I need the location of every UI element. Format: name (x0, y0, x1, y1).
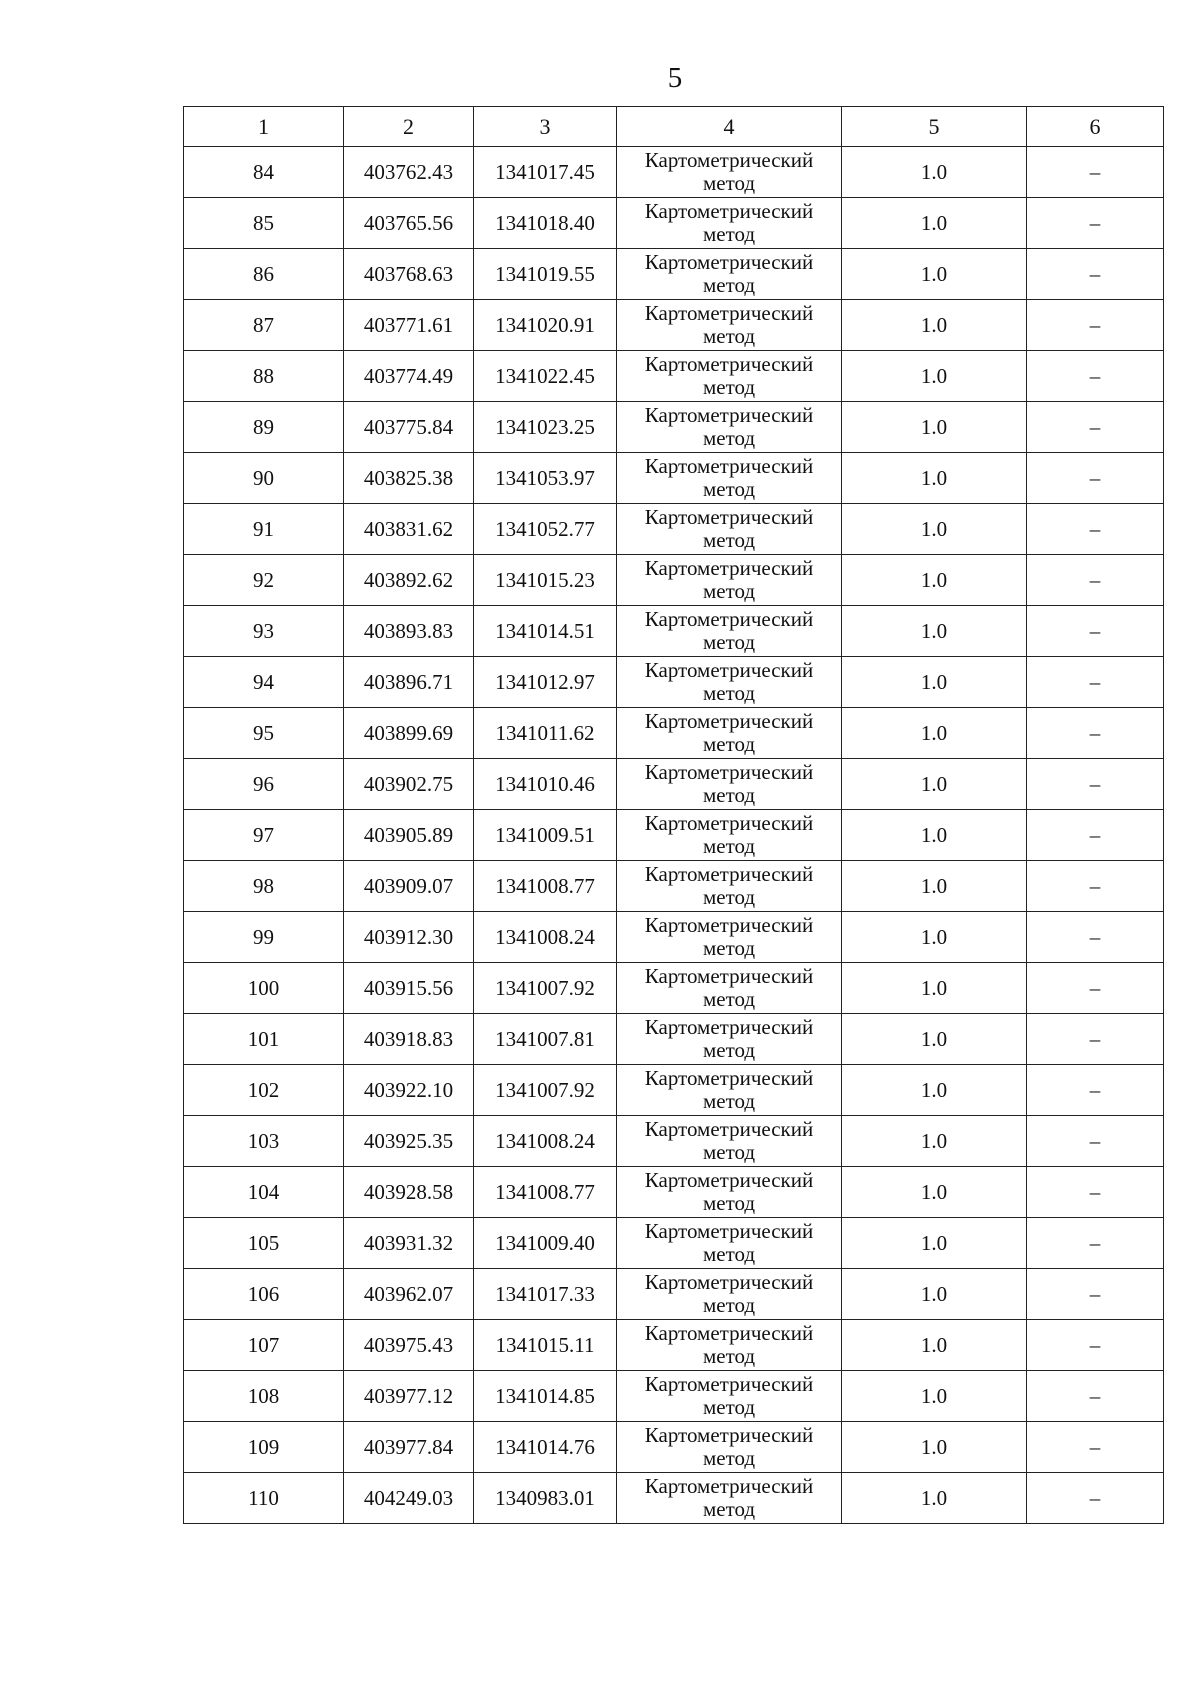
method-cell (617, 1116, 842, 1167)
column-header: 6 (1027, 107, 1164, 147)
method-label-line2: метод (702, 1344, 756, 1368)
table-row (184, 1065, 1164, 1116)
method-label-line1: Картометрический (644, 1372, 814, 1396)
x-coordinate-cell: 403899.69 (344, 708, 474, 759)
point-number-cell: 92 (184, 555, 344, 606)
table-row (184, 1014, 1164, 1065)
table-row (184, 1218, 1164, 1269)
note-cell: – (1027, 1269, 1164, 1320)
accuracy-cell: 1.0 (842, 1065, 1027, 1116)
method-label-line2: метод (702, 528, 756, 552)
accuracy-cell: 1.0 (842, 861, 1027, 912)
method-cell (617, 861, 842, 912)
method-label-line2: метод (702, 630, 756, 654)
method-label-line1: Картометрический (644, 403, 814, 427)
method-cell (617, 759, 842, 810)
accuracy-cell: 1.0 (842, 1116, 1027, 1167)
y-coordinate-cell: 1341012.97 (474, 657, 617, 708)
method-cell (617, 1014, 842, 1065)
x-coordinate-cell: 403762.43 (344, 147, 474, 198)
method-label-line1: Картометрический (644, 760, 814, 784)
y-coordinate-cell: 1341015.23 (474, 555, 617, 606)
y-coordinate-cell: 1341053.97 (474, 453, 617, 504)
point-number-cell: 105 (184, 1218, 344, 1269)
method-cell (617, 708, 842, 759)
note-cell: – (1027, 300, 1164, 351)
note-cell: – (1027, 1014, 1164, 1065)
accuracy-cell: 1.0 (842, 606, 1027, 657)
point-number-cell: 96 (184, 759, 344, 810)
column-header: 4 (617, 107, 842, 147)
method-cell (617, 249, 842, 300)
method-cell (617, 963, 842, 1014)
y-coordinate-cell: 1341009.40 (474, 1218, 617, 1269)
x-coordinate-cell: 403918.83 (344, 1014, 474, 1065)
point-number-cell: 85 (184, 198, 344, 249)
note-cell: – (1027, 249, 1164, 300)
y-coordinate-cell: 1341011.62 (474, 708, 617, 759)
note-cell: – (1027, 1371, 1164, 1422)
point-number-cell: 109 (184, 1422, 344, 1473)
note-cell: – (1027, 606, 1164, 657)
method-label-line2: метод (702, 1293, 756, 1317)
point-number-cell: 89 (184, 402, 344, 453)
method-label-line1: Картометрический (644, 913, 814, 937)
point-number-cell: 87 (184, 300, 344, 351)
method-cell (617, 912, 842, 963)
note-cell: – (1027, 861, 1164, 912)
page-number: 5 (667, 62, 683, 94)
method-cell (617, 657, 842, 708)
method-label-line2: метод (702, 1497, 756, 1521)
point-number-cell: 99 (184, 912, 344, 963)
table-row (184, 912, 1164, 963)
method-label-line2: метод (702, 1242, 756, 1266)
accuracy-cell: 1.0 (842, 963, 1027, 1014)
method-label-line2: метод (702, 1395, 756, 1419)
method-label-line1: Картометрический (644, 556, 814, 580)
y-coordinate-cell: 1341014.76 (474, 1422, 617, 1473)
accuracy-cell: 1.0 (842, 1014, 1027, 1065)
table-row (184, 147, 1164, 198)
method-cell (617, 1269, 842, 1320)
note-cell: – (1027, 963, 1164, 1014)
method-label-line1: Картометрический (644, 964, 814, 988)
y-coordinate-cell: 1341014.85 (474, 1371, 617, 1422)
y-coordinate-cell: 1341014.51 (474, 606, 617, 657)
x-coordinate-cell: 403893.83 (344, 606, 474, 657)
accuracy-cell: 1.0 (842, 708, 1027, 759)
point-number-cell: 93 (184, 606, 344, 657)
x-coordinate-cell: 403977.12 (344, 1371, 474, 1422)
note-cell: – (1027, 351, 1164, 402)
table-row (184, 963, 1164, 1014)
table-row (184, 1116, 1164, 1167)
accuracy-cell: 1.0 (842, 555, 1027, 606)
accuracy-cell: 1.0 (842, 1167, 1027, 1218)
method-label-line1: Картометрический (644, 148, 814, 172)
x-coordinate-cell: 403902.75 (344, 759, 474, 810)
note-cell: – (1027, 1116, 1164, 1167)
y-coordinate-cell: 1341023.25 (474, 402, 617, 453)
method-cell (617, 1065, 842, 1116)
table-row (184, 708, 1164, 759)
point-number-cell: 107 (184, 1320, 344, 1371)
method-cell (617, 1371, 842, 1422)
note-cell: – (1027, 147, 1164, 198)
accuracy-cell: 1.0 (842, 657, 1027, 708)
x-coordinate-cell: 403771.61 (344, 300, 474, 351)
accuracy-cell: 1.0 (842, 351, 1027, 402)
accuracy-cell: 1.0 (842, 810, 1027, 861)
x-coordinate-cell: 403909.07 (344, 861, 474, 912)
x-coordinate-cell: 403768.63 (344, 249, 474, 300)
y-coordinate-cell: 1341008.77 (474, 861, 617, 912)
point-number-cell: 108 (184, 1371, 344, 1422)
x-coordinate-cell: 403896.71 (344, 657, 474, 708)
y-coordinate-cell: 1341017.45 (474, 147, 617, 198)
y-coordinate-cell: 1341019.55 (474, 249, 617, 300)
method-label-line1: Картометрический (644, 1270, 814, 1294)
point-number-cell: 98 (184, 861, 344, 912)
method-cell (617, 810, 842, 861)
method-label-line1: Картометрический (644, 1423, 814, 1447)
method-label-line2: метод (702, 936, 756, 960)
table-row (184, 555, 1164, 606)
table-row (184, 810, 1164, 861)
y-coordinate-cell: 1341017.33 (474, 1269, 617, 1320)
table-row (184, 1422, 1164, 1473)
method-cell (617, 1218, 842, 1269)
method-cell (617, 1422, 842, 1473)
column-header: 1 (184, 107, 344, 147)
x-coordinate-cell: 403928.58 (344, 1167, 474, 1218)
x-coordinate-cell: 403925.35 (344, 1116, 474, 1167)
note-cell: – (1027, 912, 1164, 963)
y-coordinate-cell: 1341010.46 (474, 759, 617, 810)
accuracy-cell: 1.0 (842, 1473, 1027, 1524)
x-coordinate-cell: 403912.30 (344, 912, 474, 963)
note-cell: – (1027, 1218, 1164, 1269)
x-coordinate-cell: 403962.07 (344, 1269, 474, 1320)
table-row (184, 1371, 1164, 1422)
note-cell: – (1027, 1065, 1164, 1116)
method-label-line2: метод (702, 273, 756, 297)
column-header: 3 (474, 107, 617, 147)
method-label-line2: метод (702, 426, 756, 450)
accuracy-cell: 1.0 (842, 1218, 1027, 1269)
method-label-line2: метод (702, 1140, 756, 1164)
note-cell: – (1027, 402, 1164, 453)
method-label-line1: Картометрический (644, 199, 814, 223)
accuracy-cell: 1.0 (842, 1269, 1027, 1320)
table-row (184, 300, 1164, 351)
method-cell (617, 555, 842, 606)
table-row (184, 1320, 1164, 1371)
y-coordinate-cell: 1341020.91 (474, 300, 617, 351)
method-label-line2: метод (702, 477, 756, 501)
column-header: 5 (842, 107, 1027, 147)
point-number-cell: 97 (184, 810, 344, 861)
point-number-cell: 101 (184, 1014, 344, 1065)
table-row (184, 351, 1164, 402)
accuracy-cell: 1.0 (842, 504, 1027, 555)
x-coordinate-cell: 403905.89 (344, 810, 474, 861)
accuracy-cell: 1.0 (842, 759, 1027, 810)
y-coordinate-cell: 1341007.92 (474, 963, 617, 1014)
x-coordinate-cell: 403825.38 (344, 453, 474, 504)
point-number-cell: 100 (184, 963, 344, 1014)
note-cell: – (1027, 759, 1164, 810)
accuracy-cell: 1.0 (842, 402, 1027, 453)
method-label-line1: Картометрический (644, 352, 814, 376)
method-cell (617, 198, 842, 249)
x-coordinate-cell: 403892.62 (344, 555, 474, 606)
accuracy-cell: 1.0 (842, 1422, 1027, 1473)
note-cell: – (1027, 708, 1164, 759)
method-cell (617, 606, 842, 657)
note-cell: – (1027, 1167, 1164, 1218)
y-coordinate-cell: 1341007.92 (474, 1065, 617, 1116)
method-cell (617, 453, 842, 504)
x-coordinate-cell: 403774.49 (344, 351, 474, 402)
method-label-line1: Картометрический (644, 1117, 814, 1141)
y-coordinate-cell: 1341007.81 (474, 1014, 617, 1065)
method-label-line1: Картометрический (644, 607, 814, 631)
x-coordinate-cell: 403831.62 (344, 504, 474, 555)
method-label-line1: Картометрический (644, 1066, 814, 1090)
method-label-line1: Картометрический (644, 862, 814, 886)
y-coordinate-cell: 1341052.77 (474, 504, 617, 555)
accuracy-cell: 1.0 (842, 300, 1027, 351)
method-label-line2: метод (702, 681, 756, 705)
table-row (184, 1167, 1164, 1218)
point-number-cell: 104 (184, 1167, 344, 1218)
note-cell: – (1027, 198, 1164, 249)
table-row (184, 453, 1164, 504)
note-cell: – (1027, 657, 1164, 708)
method-label-line1: Картометрический (644, 1168, 814, 1192)
x-coordinate-cell: 403922.10 (344, 1065, 474, 1116)
accuracy-cell: 1.0 (842, 1371, 1027, 1422)
method-label-line2: метод (702, 375, 756, 399)
method-label-line1: Картометрический (644, 1219, 814, 1243)
y-coordinate-cell: 1341008.24 (474, 1116, 617, 1167)
point-number-cell: 86 (184, 249, 344, 300)
point-number-cell: 90 (184, 453, 344, 504)
accuracy-cell: 1.0 (842, 912, 1027, 963)
method-cell (617, 504, 842, 555)
x-coordinate-cell: 403915.56 (344, 963, 474, 1014)
note-cell: – (1027, 1320, 1164, 1371)
x-coordinate-cell: 403765.56 (344, 198, 474, 249)
method-cell (617, 1320, 842, 1371)
method-label-line1: Картометрический (644, 709, 814, 733)
table-row (184, 657, 1164, 708)
table-header-row (184, 107, 1164, 147)
accuracy-cell: 1.0 (842, 147, 1027, 198)
note-cell: – (1027, 810, 1164, 861)
method-cell (617, 147, 842, 198)
x-coordinate-cell: 403775.84 (344, 402, 474, 453)
method-label-line1: Картометрический (644, 658, 814, 682)
method-label-line2: метод (702, 1089, 756, 1113)
method-label-line2: метод (702, 783, 756, 807)
x-coordinate-cell: 403977.84 (344, 1422, 474, 1473)
method-label-line2: метод (702, 1038, 756, 1062)
method-label-line2: метод (702, 987, 756, 1011)
point-number-cell: 91 (184, 504, 344, 555)
method-cell (617, 402, 842, 453)
method-label-line1: Картометрический (644, 1474, 814, 1498)
table-row (184, 861, 1164, 912)
method-label-line2: метод (702, 222, 756, 246)
y-coordinate-cell: 1341008.77 (474, 1167, 617, 1218)
point-number-cell: 95 (184, 708, 344, 759)
note-cell: – (1027, 453, 1164, 504)
note-cell: – (1027, 555, 1164, 606)
accuracy-cell: 1.0 (842, 249, 1027, 300)
table-row (184, 1269, 1164, 1320)
method-label-line2: метод (702, 1191, 756, 1215)
table-body (184, 147, 1164, 1524)
table-row (184, 504, 1164, 555)
note-cell: – (1027, 1473, 1164, 1524)
point-number-cell: 84 (184, 147, 344, 198)
point-number-cell: 88 (184, 351, 344, 402)
method-label-line1: Картометрический (644, 301, 814, 325)
method-label-line2: метод (702, 324, 756, 348)
accuracy-cell: 1.0 (842, 198, 1027, 249)
y-coordinate-cell: 1340983.01 (474, 1473, 617, 1524)
method-label-line1: Картометрический (644, 250, 814, 274)
method-label-line1: Картометрический (644, 505, 814, 529)
column-header: 2 (344, 107, 474, 147)
method-label-line1: Картометрический (644, 811, 814, 835)
x-coordinate-cell: 404249.03 (344, 1473, 474, 1524)
accuracy-cell: 1.0 (842, 1320, 1027, 1371)
x-coordinate-cell: 403931.32 (344, 1218, 474, 1269)
method-label-line2: метод (702, 834, 756, 858)
method-cell (617, 1167, 842, 1218)
table-row (184, 759, 1164, 810)
method-cell (617, 1473, 842, 1524)
method-cell (617, 351, 842, 402)
method-label-line1: Картометрический (644, 1015, 814, 1039)
note-cell: – (1027, 504, 1164, 555)
table-row (184, 198, 1164, 249)
y-coordinate-cell: 1341018.40 (474, 198, 617, 249)
point-number-cell: 102 (184, 1065, 344, 1116)
table-row (184, 606, 1164, 657)
x-coordinate-cell: 403975.43 (344, 1320, 474, 1371)
method-label-line2: метод (702, 885, 756, 909)
method-label-line2: метод (702, 171, 756, 195)
table-row (184, 1473, 1164, 1524)
accuracy-cell: 1.0 (842, 453, 1027, 504)
point-number-cell: 94 (184, 657, 344, 708)
y-coordinate-cell: 1341008.24 (474, 912, 617, 963)
point-number-cell: 103 (184, 1116, 344, 1167)
method-label-line1: Картометрический (644, 454, 814, 478)
coordinates-table (183, 106, 1164, 1524)
point-number-cell: 110 (184, 1473, 344, 1524)
note-cell: – (1027, 1422, 1164, 1473)
y-coordinate-cell: 1341015.11 (474, 1320, 617, 1371)
method-label-line2: метод (702, 579, 756, 603)
table-row (184, 249, 1164, 300)
y-coordinate-cell: 1341022.45 (474, 351, 617, 402)
point-number-cell: 106 (184, 1269, 344, 1320)
y-coordinate-cell: 1341009.51 (474, 810, 617, 861)
method-label-line1: Картометрический (644, 1321, 814, 1345)
table-row (184, 402, 1164, 453)
method-label-line2: метод (702, 1446, 756, 1470)
method-label-line2: метод (702, 732, 756, 756)
method-cell (617, 300, 842, 351)
